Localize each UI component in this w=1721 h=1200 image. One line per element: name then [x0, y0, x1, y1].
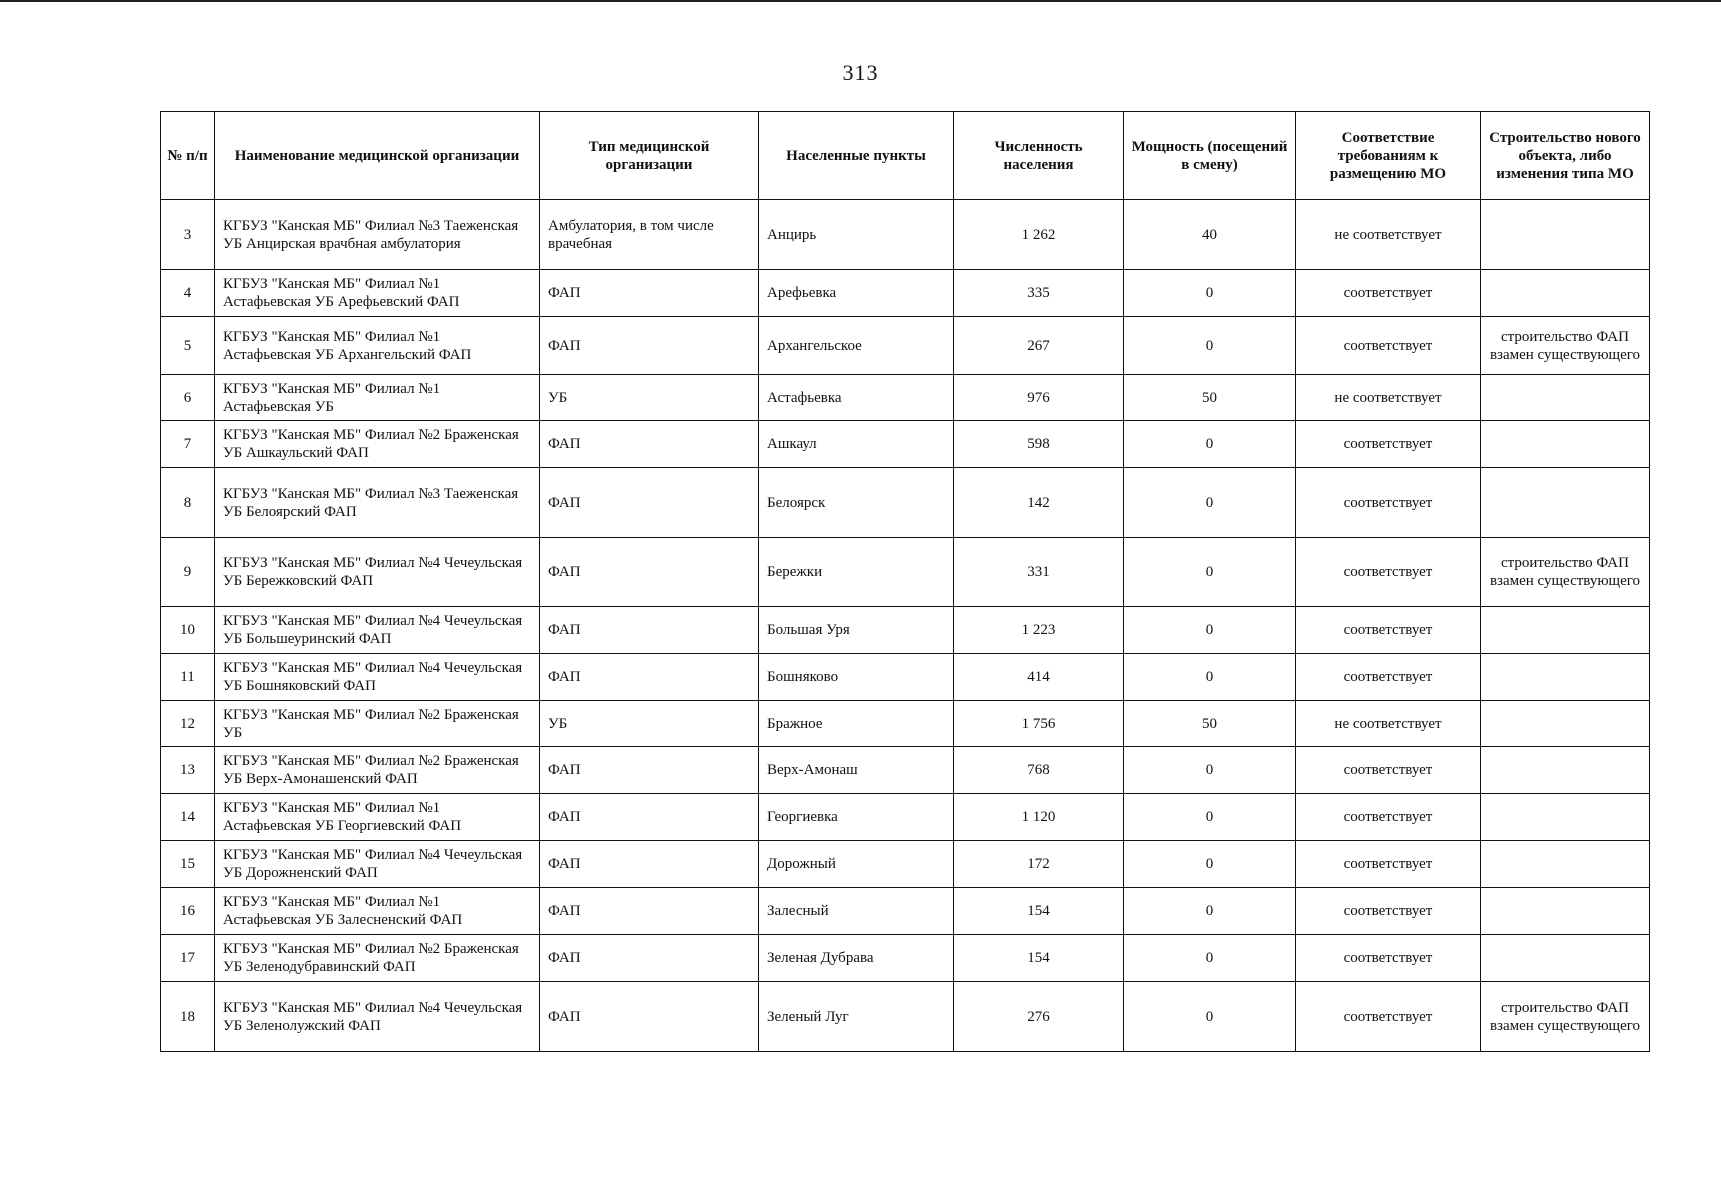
- table-row: [161, 654, 1650, 701]
- table-row: [161, 200, 1650, 270]
- cell-construction: [1481, 375, 1650, 421]
- cell-num: 16: [161, 888, 215, 935]
- cell-construction: [1481, 701, 1650, 747]
- cell-compliance: соответствует: [1296, 935, 1481, 982]
- header-name: Наименование медицинской организации: [215, 112, 540, 200]
- cell-type: ФАП: [540, 747, 759, 794]
- cell-type: ФАП: [540, 607, 759, 654]
- cell-num: 11: [161, 654, 215, 701]
- header-settlements: Населенные пункты: [759, 112, 954, 200]
- table-row: [161, 538, 1650, 607]
- header-capacity: Мощность (посещений в смену): [1124, 112, 1296, 200]
- cell-population: 276: [954, 982, 1124, 1052]
- cell-population: 1 120: [954, 794, 1124, 841]
- cell-settlement: Залесный: [759, 888, 954, 935]
- cell-construction: [1481, 421, 1650, 468]
- cell-settlement: Архангельское: [759, 317, 954, 375]
- cell-construction: строительство ФАП взамен существующего: [1481, 317, 1650, 375]
- cell-type: ФАП: [540, 468, 759, 538]
- table-row: [161, 935, 1650, 982]
- cell-num: 4: [161, 270, 215, 317]
- cell-num: 17: [161, 935, 215, 982]
- cell-num: 15: [161, 841, 215, 888]
- cell-num: 6: [161, 375, 215, 421]
- page-number: 313: [842, 60, 879, 85]
- cell-type: ФАП: [540, 935, 759, 982]
- cell-type: ФАП: [540, 794, 759, 841]
- cell-capacity: 50: [1124, 375, 1296, 421]
- cell-name: КГБУЗ "Канская МБ" Филиал №3 Таеженская УБ Анцирская врачбная амбулатория: [215, 200, 540, 270]
- cell-capacity: 40: [1124, 200, 1296, 270]
- cell-name: КГБУЗ "Канская МБ" Филиал №1 Астафьевская УБ Арефьевский ФАП: [215, 270, 540, 317]
- cell-num: 5: [161, 317, 215, 375]
- cell-construction: [1481, 888, 1650, 935]
- cell-capacity: 0: [1124, 538, 1296, 607]
- header-population: Численность населения: [954, 112, 1124, 200]
- cell-settlement: Зеленая Дубрава: [759, 935, 954, 982]
- cell-construction: [1481, 935, 1650, 982]
- cell-type: ФАП: [540, 270, 759, 317]
- cell-num: 13: [161, 747, 215, 794]
- cell-population: 1 223: [954, 607, 1124, 654]
- cell-name: КГБУЗ "Канская МБ" Филиал №3 Таеженская УБ Белоярский ФАП: [215, 468, 540, 538]
- cell-name: КГБУЗ "Канская МБ" Филиал №1 Астафьевская УБ Архангельский ФАП: [215, 317, 540, 375]
- cell-compliance: не соответствует: [1296, 375, 1481, 421]
- table-row: [161, 841, 1650, 888]
- cell-settlement: Бражное: [759, 701, 954, 747]
- cell-population: 142: [954, 468, 1124, 538]
- cell-construction: [1481, 468, 1650, 538]
- cell-settlement: Бошняково: [759, 654, 954, 701]
- cell-type: ФАП: [540, 538, 759, 607]
- cell-settlement: Верх-Амонаш: [759, 747, 954, 794]
- cell-name: КГБУЗ "Канская МБ" Филиал №1 Астафьевская УБ Георгиевский ФАП: [215, 794, 540, 841]
- cell-population: 598: [954, 421, 1124, 468]
- cell-construction: строительство ФАП взамен существующего: [1481, 982, 1650, 1052]
- cell-capacity: 50: [1124, 701, 1296, 747]
- cell-type: ФАП: [540, 841, 759, 888]
- table-row: [161, 747, 1650, 794]
- table-header-row: [161, 112, 1650, 200]
- cell-settlement: Ашкаул: [759, 421, 954, 468]
- cell-compliance: соответствует: [1296, 317, 1481, 375]
- cell-construction: [1481, 200, 1650, 270]
- cell-population: 976: [954, 375, 1124, 421]
- cell-population: 267: [954, 317, 1124, 375]
- cell-num: 8: [161, 468, 215, 538]
- header-num: № п/п: [161, 112, 215, 200]
- cell-settlement: Дорожный: [759, 841, 954, 888]
- cell-capacity: 0: [1124, 468, 1296, 538]
- cell-settlement: Георгиевка: [759, 794, 954, 841]
- cell-compliance: соответствует: [1296, 607, 1481, 654]
- cell-settlement: Бережки: [759, 538, 954, 607]
- cell-name: КГБУЗ "Канская МБ" Филиал №1 Астафьевская УБ: [215, 375, 540, 421]
- cell-construction: [1481, 794, 1650, 841]
- table-row: [161, 607, 1650, 654]
- cell-num: 9: [161, 538, 215, 607]
- cell-capacity: 0: [1124, 794, 1296, 841]
- cell-capacity: 0: [1124, 607, 1296, 654]
- table-row: [161, 317, 1650, 375]
- cell-num: 7: [161, 421, 215, 468]
- cell-name: КГБУЗ "Канская МБ" Филиал №2 Браженская УБ Ашкаульский ФАП: [215, 421, 540, 468]
- cell-type: ФАП: [540, 654, 759, 701]
- cell-settlement: Зеленый Луг: [759, 982, 954, 1052]
- cell-capacity: 0: [1124, 982, 1296, 1052]
- cell-compliance: соответствует: [1296, 982, 1481, 1052]
- cell-num: 12: [161, 701, 215, 747]
- cell-capacity: 0: [1124, 841, 1296, 888]
- cell-type: Амбулатория, в том числе врачебная: [540, 200, 759, 270]
- cell-name: КГБУЗ "Канская МБ" Филиал №2 Браженская УБ Верх-Амонашенский ФАП: [215, 747, 540, 794]
- cell-name: КГБУЗ "Канская МБ" Филиал №1 Астафьевская УБ Залесненский ФАП: [215, 888, 540, 935]
- cell-capacity: 0: [1124, 421, 1296, 468]
- table-row: [161, 270, 1650, 317]
- cell-compliance: соответствует: [1296, 794, 1481, 841]
- cell-capacity: 0: [1124, 888, 1296, 935]
- cell-settlement: Арефьевка: [759, 270, 954, 317]
- table-row: [161, 982, 1650, 1052]
- cell-compliance: соответствует: [1296, 270, 1481, 317]
- cell-population: 172: [954, 841, 1124, 888]
- cell-construction: строительство ФАП взамен существующего: [1481, 538, 1650, 607]
- cell-compliance: не соответствует: [1296, 701, 1481, 747]
- cell-type: УБ: [540, 701, 759, 747]
- cell-construction: [1481, 841, 1650, 888]
- cell-population: 1 756: [954, 701, 1124, 747]
- cell-population: 331: [954, 538, 1124, 607]
- table-row: [161, 468, 1650, 538]
- cell-name: КГБУЗ "Канская МБ" Филиал №4 Чечеульская УБ Дорожненский ФАП: [215, 841, 540, 888]
- cell-type: ФАП: [540, 421, 759, 468]
- header-compliance: Соответствие требованиям к размещению МО: [1296, 112, 1481, 200]
- cell-settlement: Большая Уря: [759, 607, 954, 654]
- cell-num: 10: [161, 607, 215, 654]
- cell-num: 14: [161, 794, 215, 841]
- cell-construction: [1481, 607, 1650, 654]
- cell-compliance: соответствует: [1296, 538, 1481, 607]
- cell-population: 768: [954, 747, 1124, 794]
- cell-construction: [1481, 747, 1650, 794]
- cell-name: КГБУЗ "Канская МБ" Филиал №2 Браженская УБ: [215, 701, 540, 747]
- cell-type: ФАП: [540, 317, 759, 375]
- cell-compliance: соответствует: [1296, 654, 1481, 701]
- cell-compliance: соответствует: [1296, 747, 1481, 794]
- cell-capacity: 0: [1124, 317, 1296, 375]
- cell-num: 3: [161, 200, 215, 270]
- cell-compliance: соответствует: [1296, 421, 1481, 468]
- cell-type: УБ: [540, 375, 759, 421]
- cell-type: ФАП: [540, 888, 759, 935]
- cell-construction: [1481, 270, 1650, 317]
- cell-compliance: соответствует: [1296, 468, 1481, 538]
- table-row: [161, 794, 1650, 841]
- table-row: [161, 421, 1650, 468]
- cell-name: КГБУЗ "Канская МБ" Филиал №4 Чечеульская УБ Бережковский ФАП: [215, 538, 540, 607]
- cell-capacity: 0: [1124, 935, 1296, 982]
- cell-population: 414: [954, 654, 1124, 701]
- table-row: [161, 701, 1650, 747]
- cell-population: 154: [954, 935, 1124, 982]
- header-type: Тип медицинской организации: [540, 112, 759, 200]
- cell-name: КГБУЗ "Канская МБ" Филиал №4 Чечеульская УБ Зеленолужский ФАП: [215, 982, 540, 1052]
- cell-compliance: не соответствует: [1296, 200, 1481, 270]
- page-top-border: [0, 0, 1721, 2]
- cell-construction: [1481, 654, 1650, 701]
- medical-organizations-table: [160, 111, 1650, 1052]
- cell-capacity: 0: [1124, 270, 1296, 317]
- cell-capacity: 0: [1124, 654, 1296, 701]
- cell-settlement: Белоярск: [759, 468, 954, 538]
- cell-num: 18: [161, 982, 215, 1052]
- cell-population: 154: [954, 888, 1124, 935]
- cell-name: КГБУЗ "Канская МБ" Филиал №4 Чечеульская УБ Бошняковский ФАП: [215, 654, 540, 701]
- cell-capacity: 0: [1124, 747, 1296, 794]
- cell-compliance: соответствует: [1296, 841, 1481, 888]
- cell-population: 1 262: [954, 200, 1124, 270]
- table-row: [161, 888, 1650, 935]
- cell-compliance: соответствует: [1296, 888, 1481, 935]
- cell-name: КГБУЗ "Канская МБ" Филиал №4 Чечеульская УБ Большеуринский ФАП: [215, 607, 540, 654]
- cell-population: 335: [954, 270, 1124, 317]
- cell-settlement: Астафьевка: [759, 375, 954, 421]
- table-row: [161, 375, 1650, 421]
- cell-name: КГБУЗ "Канская МБ" Филиал №2 Браженская УБ Зеленодубравинский ФАП: [215, 935, 540, 982]
- cell-type: ФАП: [540, 982, 759, 1052]
- cell-settlement: Анцирь: [759, 200, 954, 270]
- header-construction: Строительство нового объекта, либо изменения типа МО: [1481, 112, 1650, 200]
